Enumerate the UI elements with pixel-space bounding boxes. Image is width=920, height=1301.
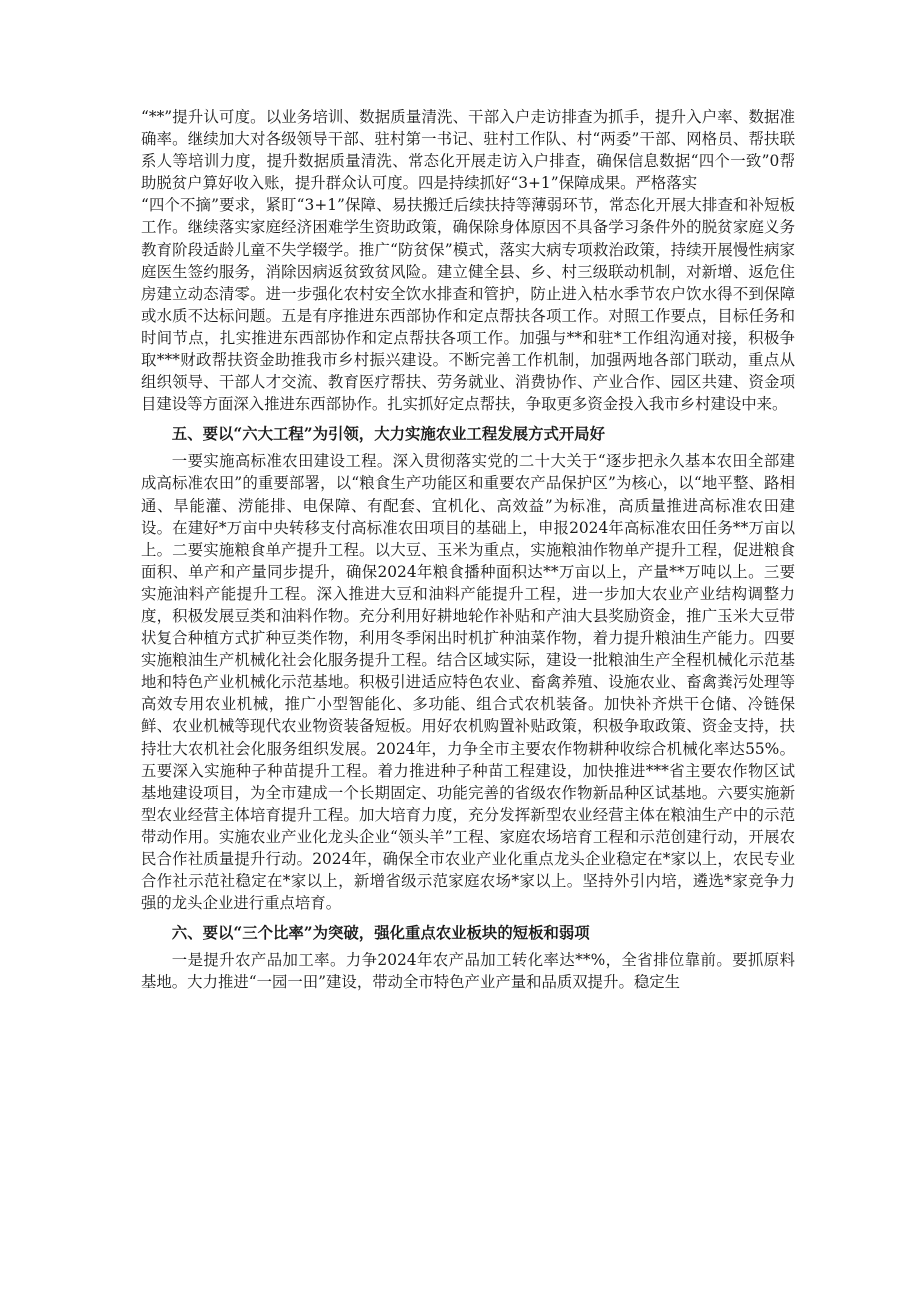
paragraph-continuation: “**”提升认可度。以业务培训、数据质量清洗、干部入户走访排查为抓手，提升入户率、数据准确率。继续加大对各级领导干部、驻村第一书记、驻村工作队、村“两委”干部、网格员、帮扶联系人等培训力度，提升数据质量清洗、常态化开展走访入户排查，确保信息数据“四个一致”0帮助脱贫户算好收入账，提升群众认可度。四是持续抓好“3+1”保障成果。严格落实 — [141, 108, 795, 193]
paragraph-six-projects: 一要实施高标准农田建设工程。深入贯彻落实党的二十大关于“逐步把永久基本农田全部建成高标准农田”的重要部署，以“粮食生产功能区和重要农产品保护区”为核心，以“地平整、路相通、旱能灌、涝能排、电保障、有配套、宜机化、高效益”为标准，高质量推进高标准农田建设。在建好*万亩中央转移支付高标准农田项目的基础上，申报2024年高标准农田任务**万亩以上。二要实施粮食单产提升工程。以大豆、玉米为重点，实施粮油作物单产提升工程，促进粮食面积、单产和产量同步提升，确保2024年粮食播种面积达**万亩以上，产量**万吨以上。三要实施油料产能提升工程。深入推进大豆和油料产能提升工程，进一步加大农业产业结构调整力度，积极发展豆类和油料作物。充分利用好耕地轮作补贴和产油大县奖励资金，推广玉米大豆带状复合种植方式扩种豆类作物，利用冬季闲出时机扩种油菜作物，着力提升粮油生产能力。四要实施粮油生产机械化社会化服务提升工程。结合区域实际，建设一批粮油生产全程机械化示范基地和特色产业机械化示范基地。积极引进适应特色农业、畜禽养殖、设施农业、畜禽粪污处理等高效专用农业机械，推广小型智能化、多功能、组合式农机装备。加快补齐烘干仓储、冷链保鲜、农业机械等现代农业物资装备短板。用好农机购置补贴政策，积极争取政策、资金支持，扶持壮大农机社会化服务组织发展。2024年，力争全市主要农作物耕种收综合机械化率达55%。五要深入实施种子种苗提升工程。着力推进种子种苗工程建设，加快推进***省主要农作物区试基地建设项目，为全市建成一个长期固定、功能完善的省级农作物新品种区试基地。六要实施新型农业经营主体培育提升工程。加大培育力度，充分发挥新型农业经营主体在粮油生产中的示范带动作用。实施农业产业化龙头企业“领头羊”工程、家庭农场培育工程和示范创建行动，开展农民合作社质量提升行动。2024年，确保全市农业产业化重点龙头企业稳定在*家以上，农民专业合作社示范社稳定在*家以上，新增省级示范家庭农场*家以上。坚持外引内培，遴选*家竞争力强的龙头企业进行重点培育。 — [141, 452, 795, 913]
section-heading-six: 六、要以“三个比率”为突破，强化重点农业板块的短板和弱项 — [171, 924, 590, 943]
paragraph-four-not-remove: “四个不摘”要求，紧盯“3+1”保障、易扶搬迁后续扶持等薄弱环节，常态化开展大排查和补短板工作。继续落实家庭经济困难学生资助政策，确保除身体原因不具备学习条件外的脱贫家庭义务教育阶段适龄儿童不失学辍学。推广“防贫保”模式，落实大病专项救治政策，持续开展慢性病家庭医生签约服务，消除因病返贫致贫风险。建立健全县、乡、村三级联动机制，对新增、返危住房建立动态清零。进一步强化农村安全饮水排查和管护，防止进入枯水季节农户饮水得不到保障或水质不达标问题。五是有序推进东西部协作和定点帮扶各项工作。对照工作要点，目标任务和时间节点，扎实推进东西部协作和定点帮扶各项工作。加强与**和驻*工作组沟通对接，积极争取***财政帮扶资金助推我市乡村振兴建设。不断完善工作机制，加强两地各部门联动，重点从组织领导、干部人才交流、教育医疗帮扶、劳务就业、消费协作、产业合作、园区共建、资金项目建设等方面深入推进东西部协作。扎实抓好定点帮扶，争取更多资金投入我市乡村建设中来。 — [141, 196, 795, 414]
section-heading-five: 五、要以“六大工程”为引领，大力实施农业工程发展方式开局好 — [171, 425, 606, 444]
paragraph-processing-rate: 一是提升农产品加工率。力争2024年农产品加工转化率达**%，全省排位靠前。要抓原料基地。大力推进“一园一田”建设，带动全市特色产业产量和品质双提升。稳定生 — [141, 951, 795, 992]
document-page — [141, 106, 795, 993]
